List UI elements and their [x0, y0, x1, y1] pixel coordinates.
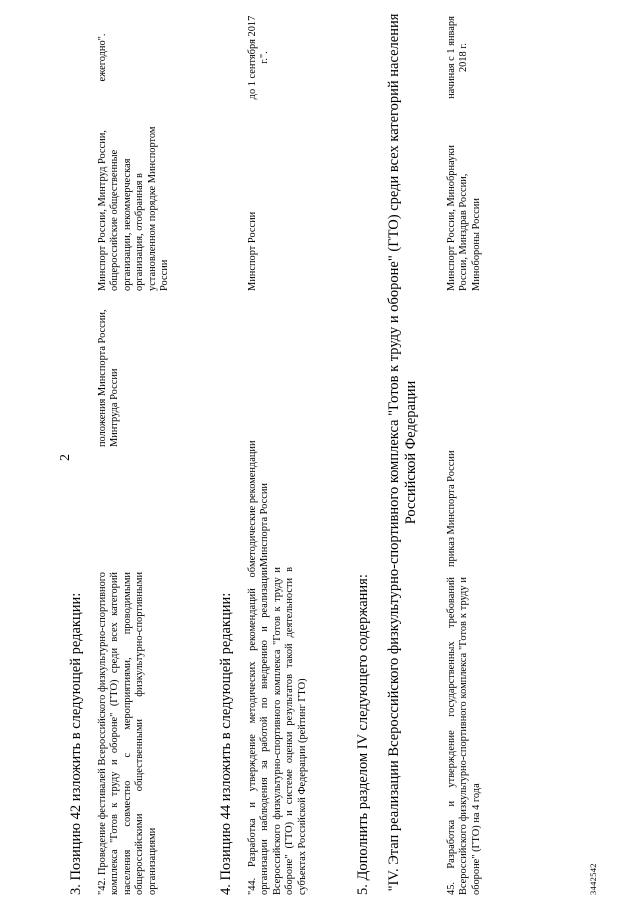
row-42-document: положения Минспорта России, Минтруда России — [97, 309, 121, 447]
page-number: 2 — [58, 454, 73, 461]
row-45-executors: Минспорт России, Минобрнауки России, Минздрав России, Минобороны России — [446, 145, 482, 291]
row-45-document: приказ Минспорта России — [446, 450, 457, 567]
section-iv-title: "IV. Этап реализации Всероссийского физкультурно-спортивного комплекса "Готов к труду и обороне" (ГТО) среди всех категорий населения Российской Федерации — [386, 13, 419, 892]
row-44-deadline: до 1 сентября 2017 г.". — [247, 15, 271, 100]
row-44-document: методические рекомендации Минспорта России — [247, 440, 271, 567]
section-3-heading: 3. Позицию 42 изложить в следующей редакции: — [68, 592, 84, 895]
row-45-activity: 45. Разработка и утверждение государственных требований Всероссийского физкультурно-спортивного комплекса "Готов к труду и обороне" (ГТО) на 4 года — [446, 577, 482, 895]
row-42-activity: "42. Проведение фестивалей Всероссийского физкультурно-спортивного комплекса "Готов к труду и обороне" (ГТО) среди всех категорий населения совместно с мероприятиями, проводимыми общероссийскими общественными физкультурно-спортивными организациями — [97, 572, 158, 895]
row-44-executors: Минспорт России — [247, 211, 258, 291]
row-42-deadline: ежегодно". — [97, 33, 108, 82]
serial-number: 3442542 — [588, 863, 598, 895]
section-5-heading: 5. Дополнить разделом IV следующего содержания: — [355, 574, 371, 895]
row-44-activity: "44. Разработка и утверждение методических рекомендаций об организации наблюдения за работой по внедрению и реализации Всероссийского физкультурно-спортивного комплекса "Готов к труду и обороне" (ГТО) и системе оценки результатов такой деятельности в субъектах Российской Федерации (рейтинг ГТО) — [247, 567, 308, 895]
row-45-deadline: начиная с 1 января 2018 г. — [446, 16, 470, 99]
section-4-heading: 4. Позицию 44 изложить в следующей редакции: — [218, 592, 234, 895]
row-42-executors: Минспорт России, Минтруд России, общероссийские общественные организации, некоммерческая организация, отобранная в установленном порядке Минспортом России — [97, 126, 171, 291]
